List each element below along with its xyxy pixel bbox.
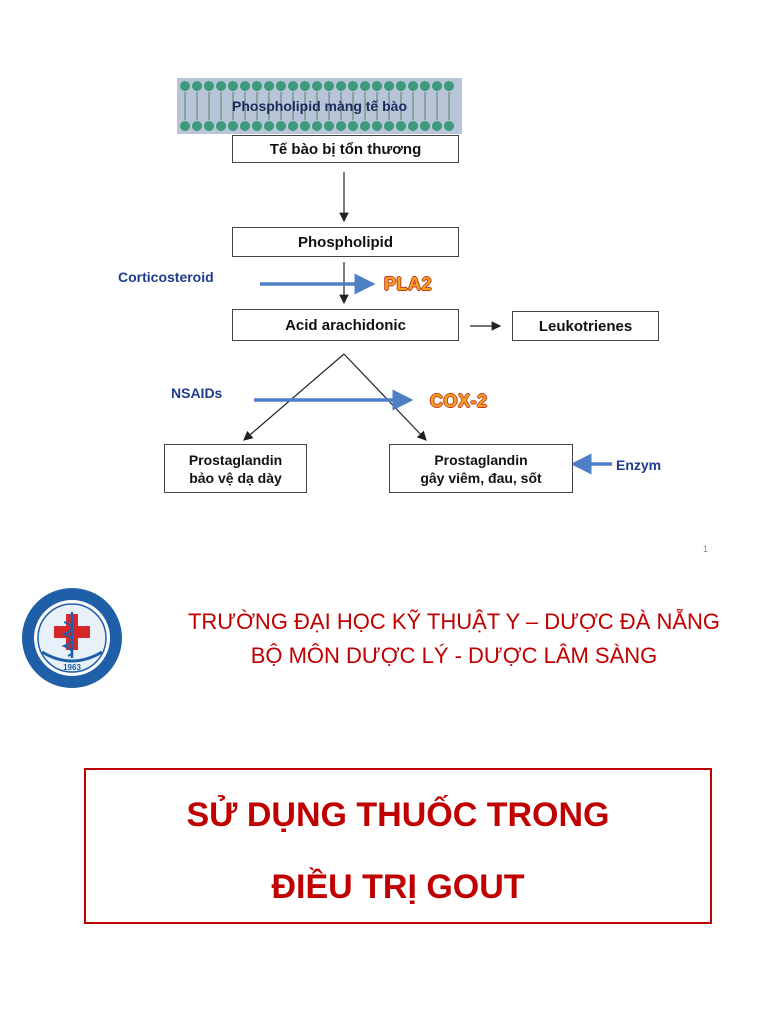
prostaglandin-inflammation-box bbox=[389, 444, 573, 493]
prostaglandin-inflam-line1: Prostaglandin bbox=[434, 451, 528, 468]
acid-arachidonic-box: Acid arachidonic bbox=[232, 309, 459, 341]
damaged-cell-box: Tế bào bị tổn thương bbox=[232, 135, 459, 163]
cox2-label: COX-2 bbox=[430, 391, 488, 411]
line-acid-branch-left bbox=[244, 354, 344, 440]
leukotrienes-box: Leukotrienes bbox=[512, 311, 659, 341]
slide-number: 1 bbox=[703, 544, 709, 554]
school-name: TRƯỜNG ĐẠI HỌC KỸ THUẬT Y – DƯỢC ĐÀ NẴNG bbox=[187, 609, 721, 634]
prostaglandin-protect-box bbox=[164, 444, 307, 493]
corticosteroid-label: Corticosteroid bbox=[118, 269, 214, 285]
title-line-1: SỬ DỤNG THUỐC TRONG bbox=[186, 796, 610, 834]
prostaglandin-inflam-line2: gây viêm, đau, sốt bbox=[420, 469, 542, 486]
university-logo bbox=[20, 586, 124, 690]
department-name: BỘ MÔN DƯỢC LÝ - DƯỢC LÂM SÀNG bbox=[250, 643, 658, 668]
nsaids-label: NSAIDs bbox=[171, 385, 223, 401]
prostaglandin-protect-line2: bảo vệ dạ dày bbox=[189, 469, 282, 486]
cell-membrane-illustration bbox=[177, 78, 462, 134]
title-frame bbox=[84, 768, 712, 924]
enzym-label: Enzym bbox=[616, 457, 662, 473]
line-acid-branch-right bbox=[344, 354, 426, 440]
logo-year: 1963 bbox=[63, 663, 81, 672]
membrane-label: Phospholipid màng tế bào bbox=[232, 98, 407, 114]
title-line-2: ĐIỀU TRỊ GOUT bbox=[271, 868, 525, 906]
pla2-label: PLA2 bbox=[384, 274, 433, 294]
prostaglandin-protect-line1: Prostaglandin bbox=[188, 451, 283, 468]
phospholipid-box: Phospholipid bbox=[232, 227, 459, 257]
